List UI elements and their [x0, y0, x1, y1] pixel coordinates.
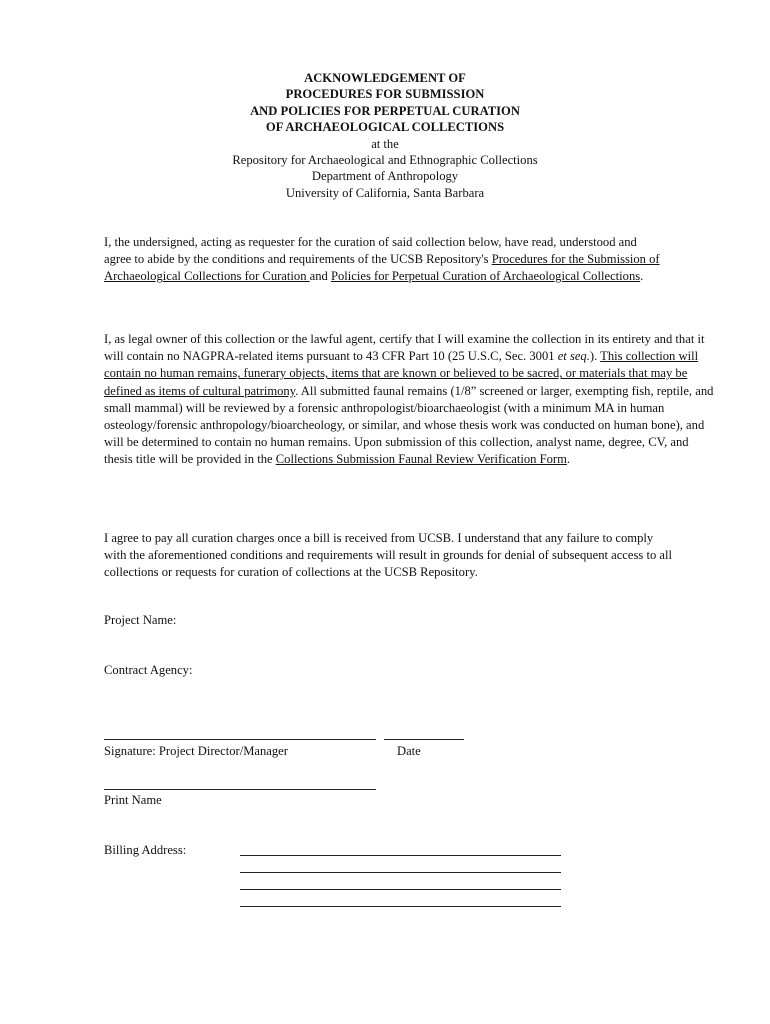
para-text: and: [309, 269, 331, 284]
title-line: PROCEDURES FOR SUBMISSION: [285, 87, 485, 102]
print-name-label: Print Name: [104, 793, 162, 807]
title-line: OF ARCHAEOLOGICAL COLLECTIONS: [265, 120, 505, 135]
signature-line[interactable]: [104, 739, 376, 740]
billing-address-line-4[interactable]: [240, 906, 561, 907]
print-name-line[interactable]: [104, 789, 376, 790]
date-line[interactable]: [384, 739, 464, 740]
para-text: . All submitted faunal remains (1/8” screened or larger, exempting fish, reptile, and small mammal) will be reviewed by a forensic anthropologist/bioarchaeologist (with a minimum MA in human osteology/forensic anthropology/bioarcheology, or similar, and whose thesis work was conducted on human bone), and will be determined to contain no human remains. Upon submission of this collection, analyst name, degree, CV, and thesis title will be provided in the: [104, 383, 714, 467]
billing-address-line-1[interactable]: [240, 855, 561, 856]
no-human-remains-statement: This collection will contain no human remains, funerary objects, items that are known or believed to be sacred, or materials that may be defined as items of cultural patrimony: [104, 349, 699, 398]
subtitle-line: at the: [371, 136, 399, 151]
para-text: .: [566, 452, 571, 467]
acknowledgement-paragraph: [104, 234, 664, 286]
signature-label: Signature: Project Director/Manager: [104, 744, 288, 758]
billing-address-label: Billing Address:: [104, 843, 187, 857]
date-label: Date: [397, 744, 421, 758]
billing-address-line-2[interactable]: [240, 872, 561, 873]
para-text: I, as legal owner of this collection or the lawful agent, certify that I will examine the collection in its entirety and that it will contain no NAGPRA-related items pursuant to 43 CFR Part 10 (25 U.S.C, Sec. 3001: [104, 332, 705, 364]
subtitle-line: Repository for Archaeological and Ethnographic Collections: [232, 153, 538, 168]
title-line: AND POLICIES FOR PERPETUAL CURATION: [250, 103, 520, 118]
document-header: [0, 70, 770, 201]
policies-reference: Policies for Perpetual Curation of Archaeological Collections: [330, 269, 641, 284]
et-seq-text: et seq.: [557, 349, 590, 364]
procedures-reference: Procedures for the Submission of Archaeological Collections for Curation: [104, 252, 660, 284]
certification-paragraph: [104, 331, 714, 469]
payment-paragraph: I agree to pay all curation charges once a bill is received from UCSB. I understand that any failure to comply with the aforementioned conditions and requirements will result in grounds for denial of subsequent access to all collections or requests for curation of collections at the UCSB Repository.: [104, 531, 672, 580]
para-text: I, the undersigned, acting as requester for the curation of said collection below, have read, understood and agree to abide by the conditions and requirements of the UCSB Repository's: [104, 235, 637, 267]
para-text: .: [640, 269, 644, 284]
billing-address-line-3[interactable]: [240, 889, 561, 890]
faunal-review-form-reference: Collections Submission Faunal Review Verification Form: [275, 452, 567, 467]
para-text: ).: [589, 349, 601, 364]
subtitle-line: University of California, Santa Barbara: [285, 185, 485, 200]
subtitle-line: Department of Anthropology: [311, 169, 459, 184]
project-name-label: Project Name:: [104, 613, 177, 627]
contract-agency-label: Contract Agency:: [104, 663, 193, 677]
title-line: ACKNOWLEDGEMENT OF: [304, 71, 466, 85]
